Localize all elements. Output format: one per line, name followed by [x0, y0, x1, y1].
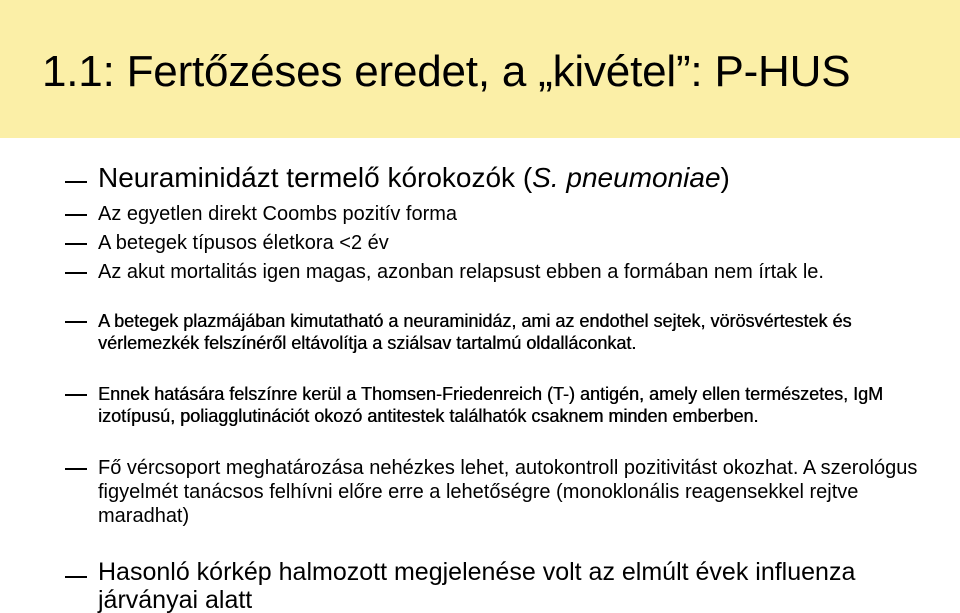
bullet-text-italic: S. pneumoniae: [532, 162, 721, 193]
bullet-dash: [65, 394, 87, 396]
bullet-text-suffix: ): [720, 162, 730, 193]
bullet-dash: [65, 272, 87, 274]
bullet-text: [98, 163, 948, 193]
bullet-text: Az egyetlen direkt Coombs pozitív forma: [98, 203, 458, 225]
bullet-text: A betegek plazmájában kimutatható a neuraminidáz, ami az endothel sejtek, vörösvértestek és vérlemezkék felszínéről eltávolítja a sziálsav tartalmú oldalláconkat.: [98, 311, 852, 353]
bullet-dash: [65, 468, 87, 470]
bullet-text: Hasonló kórkép halmozott megjelenése volt az elmúlt évek influenza járványai alatt: [98, 558, 856, 613]
bullet-dash: [65, 321, 87, 323]
bullet-text: A betegek típusos életkora <2 év: [98, 232, 389, 254]
slide-title: 1.1: Fertőzéses eredet, a „kivétel”: P-HUS: [42, 47, 851, 96]
bullet-text: Ennek hatására felszínre kerül a Thomsen-Friedenreich (T-) antigén, amely ellen természetes, IgM izotípusú, poliagglutinációt okozó antitestek találhatók csaknem minden emberben.: [98, 384, 884, 426]
bullet-dash: [65, 214, 87, 216]
bullet-text: Fő vércsoport meghatározása nehézkes lehet, autokontroll pozitivitást okozhat. A szerológus figyelmét tanácsos felhívni előre erre a lehetőségre (monoklonális reagensekkel rejtve maradhat): [98, 457, 918, 527]
bullet-text-prefix: Neuraminidázt termelő kórokozók (: [98, 162, 533, 193]
bullet-dash: [65, 243, 87, 245]
bullet-text: Az akut mortalitás igen magas, azonban relapsust ebben a formában nem írtak le.: [98, 261, 824, 283]
bullet-dash: [65, 181, 87, 183]
bullet-dash: [65, 576, 87, 578]
